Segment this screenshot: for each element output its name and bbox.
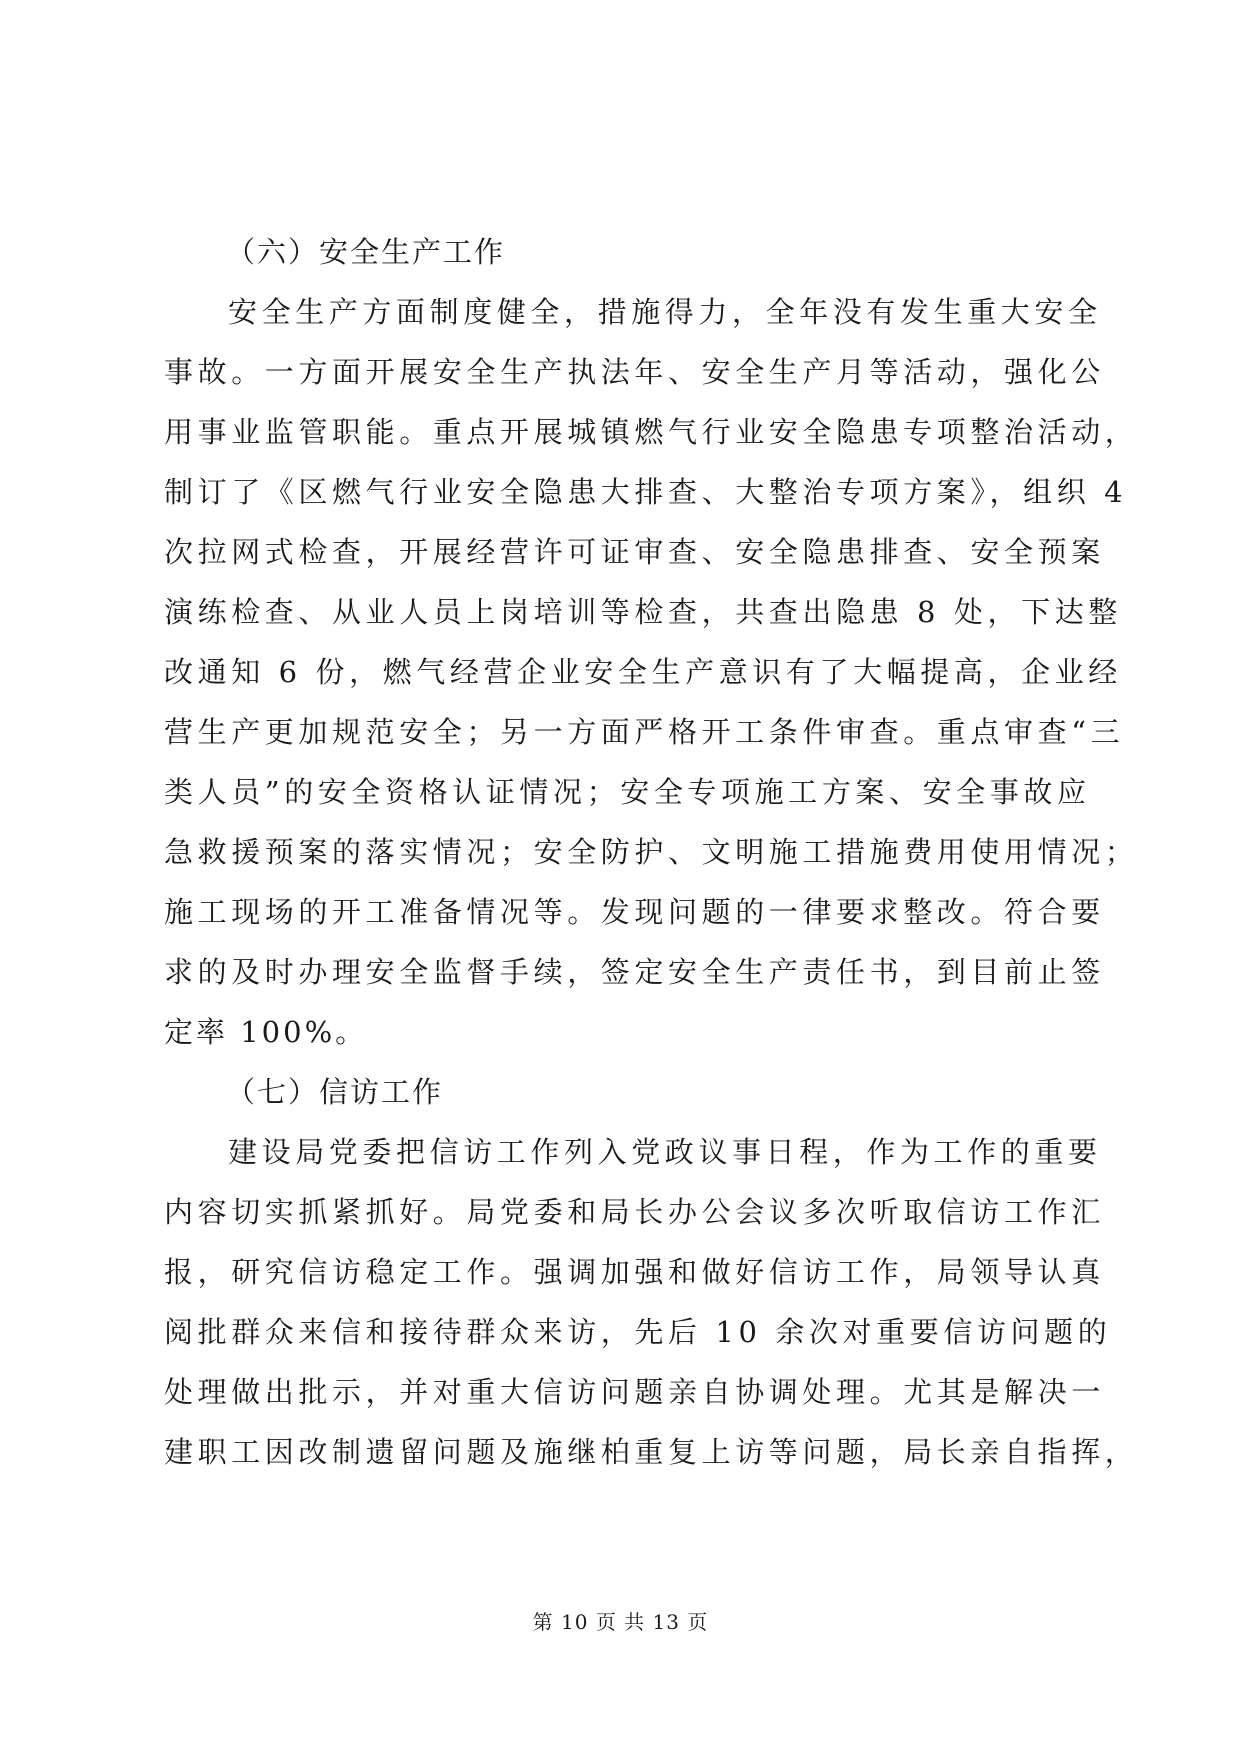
paragraph-line: 安全生产方面制度健全，措施得力，全年没有发生重大安全: [228, 295, 1102, 329]
section-heading-7: （七）信访工作: [226, 1075, 444, 1109]
paragraph-line: 阅批群众来信和接待群众来访，先后 10 余次对重要信访问题的: [164, 1315, 1112, 1349]
paragraph-line: 求的及时办理安全监督手续，签定安全生产责任书，到目前止签: [164, 955, 1105, 989]
paragraph-line: 急救援预案的落实情况；安全防护、文明施工措施费用使用情况；: [164, 835, 1139, 869]
paragraph-line: 次拉网式检查，开展经营许可证审查、安全隐患排查、安全预案: [164, 535, 1105, 569]
document-body: [164, 222, 1139, 1482]
paragraph-line: 事故。一方面开展安全生产执法年、安全生产月等活动，强化公: [164, 355, 1105, 389]
paragraph-line: 定率 100%。: [164, 1015, 368, 1049]
paragraph-line: 营生产更加规范安全；另一方面严格开工条件审查。重点审查“三: [164, 715, 1125, 749]
paragraph-line: 改通知 6 份，燃气经营企业安全生产意识有了大幅提高，企业经: [164, 655, 1122, 689]
paragraph-line: 制订了《区燃气行业安全隐患大排查、大整治专项方案》，组织 4: [164, 475, 1128, 509]
paragraph-line: 用事业监管职能。重点开展城镇燃气行业安全隐患专项整治活动，: [164, 415, 1139, 449]
paragraph-line: 内容切实抓紧抓好。局党委和局长办公会议多次听取信访工作汇: [164, 1195, 1105, 1229]
paragraph-line: 建设局党委把信访工作列入党政议事日程，作为工作的重要: [228, 1135, 1102, 1169]
paragraph-line: 处理做出批示，并对重大信访问题亲自协调处理。尤其是解决一: [164, 1375, 1105, 1409]
paragraph-line: 施工现场的开工准备情况等。发现问题的一律要求整改。符合要: [164, 895, 1105, 929]
section-heading-6: （六）安全生产工作: [226, 235, 506, 269]
page-number-footer: 第 10 页 共 13 页: [532, 1610, 709, 1634]
paragraph-line: 报，研究信访稳定工作。强调加强和做好信访工作，局领导认真: [164, 1255, 1105, 1289]
paragraph-line: 建职工因改制遗留问题及施继柏重复上访等问题，局长亲自指挥，: [164, 1435, 1139, 1469]
paragraph-line: 演练检查、从业人员上岗培训等检查，共查出隐患 8 处，下达整: [164, 595, 1122, 629]
paragraph-line: 类人员”的安全资格认证情况；安全专项施工方案、安全事故应: [164, 775, 1091, 809]
